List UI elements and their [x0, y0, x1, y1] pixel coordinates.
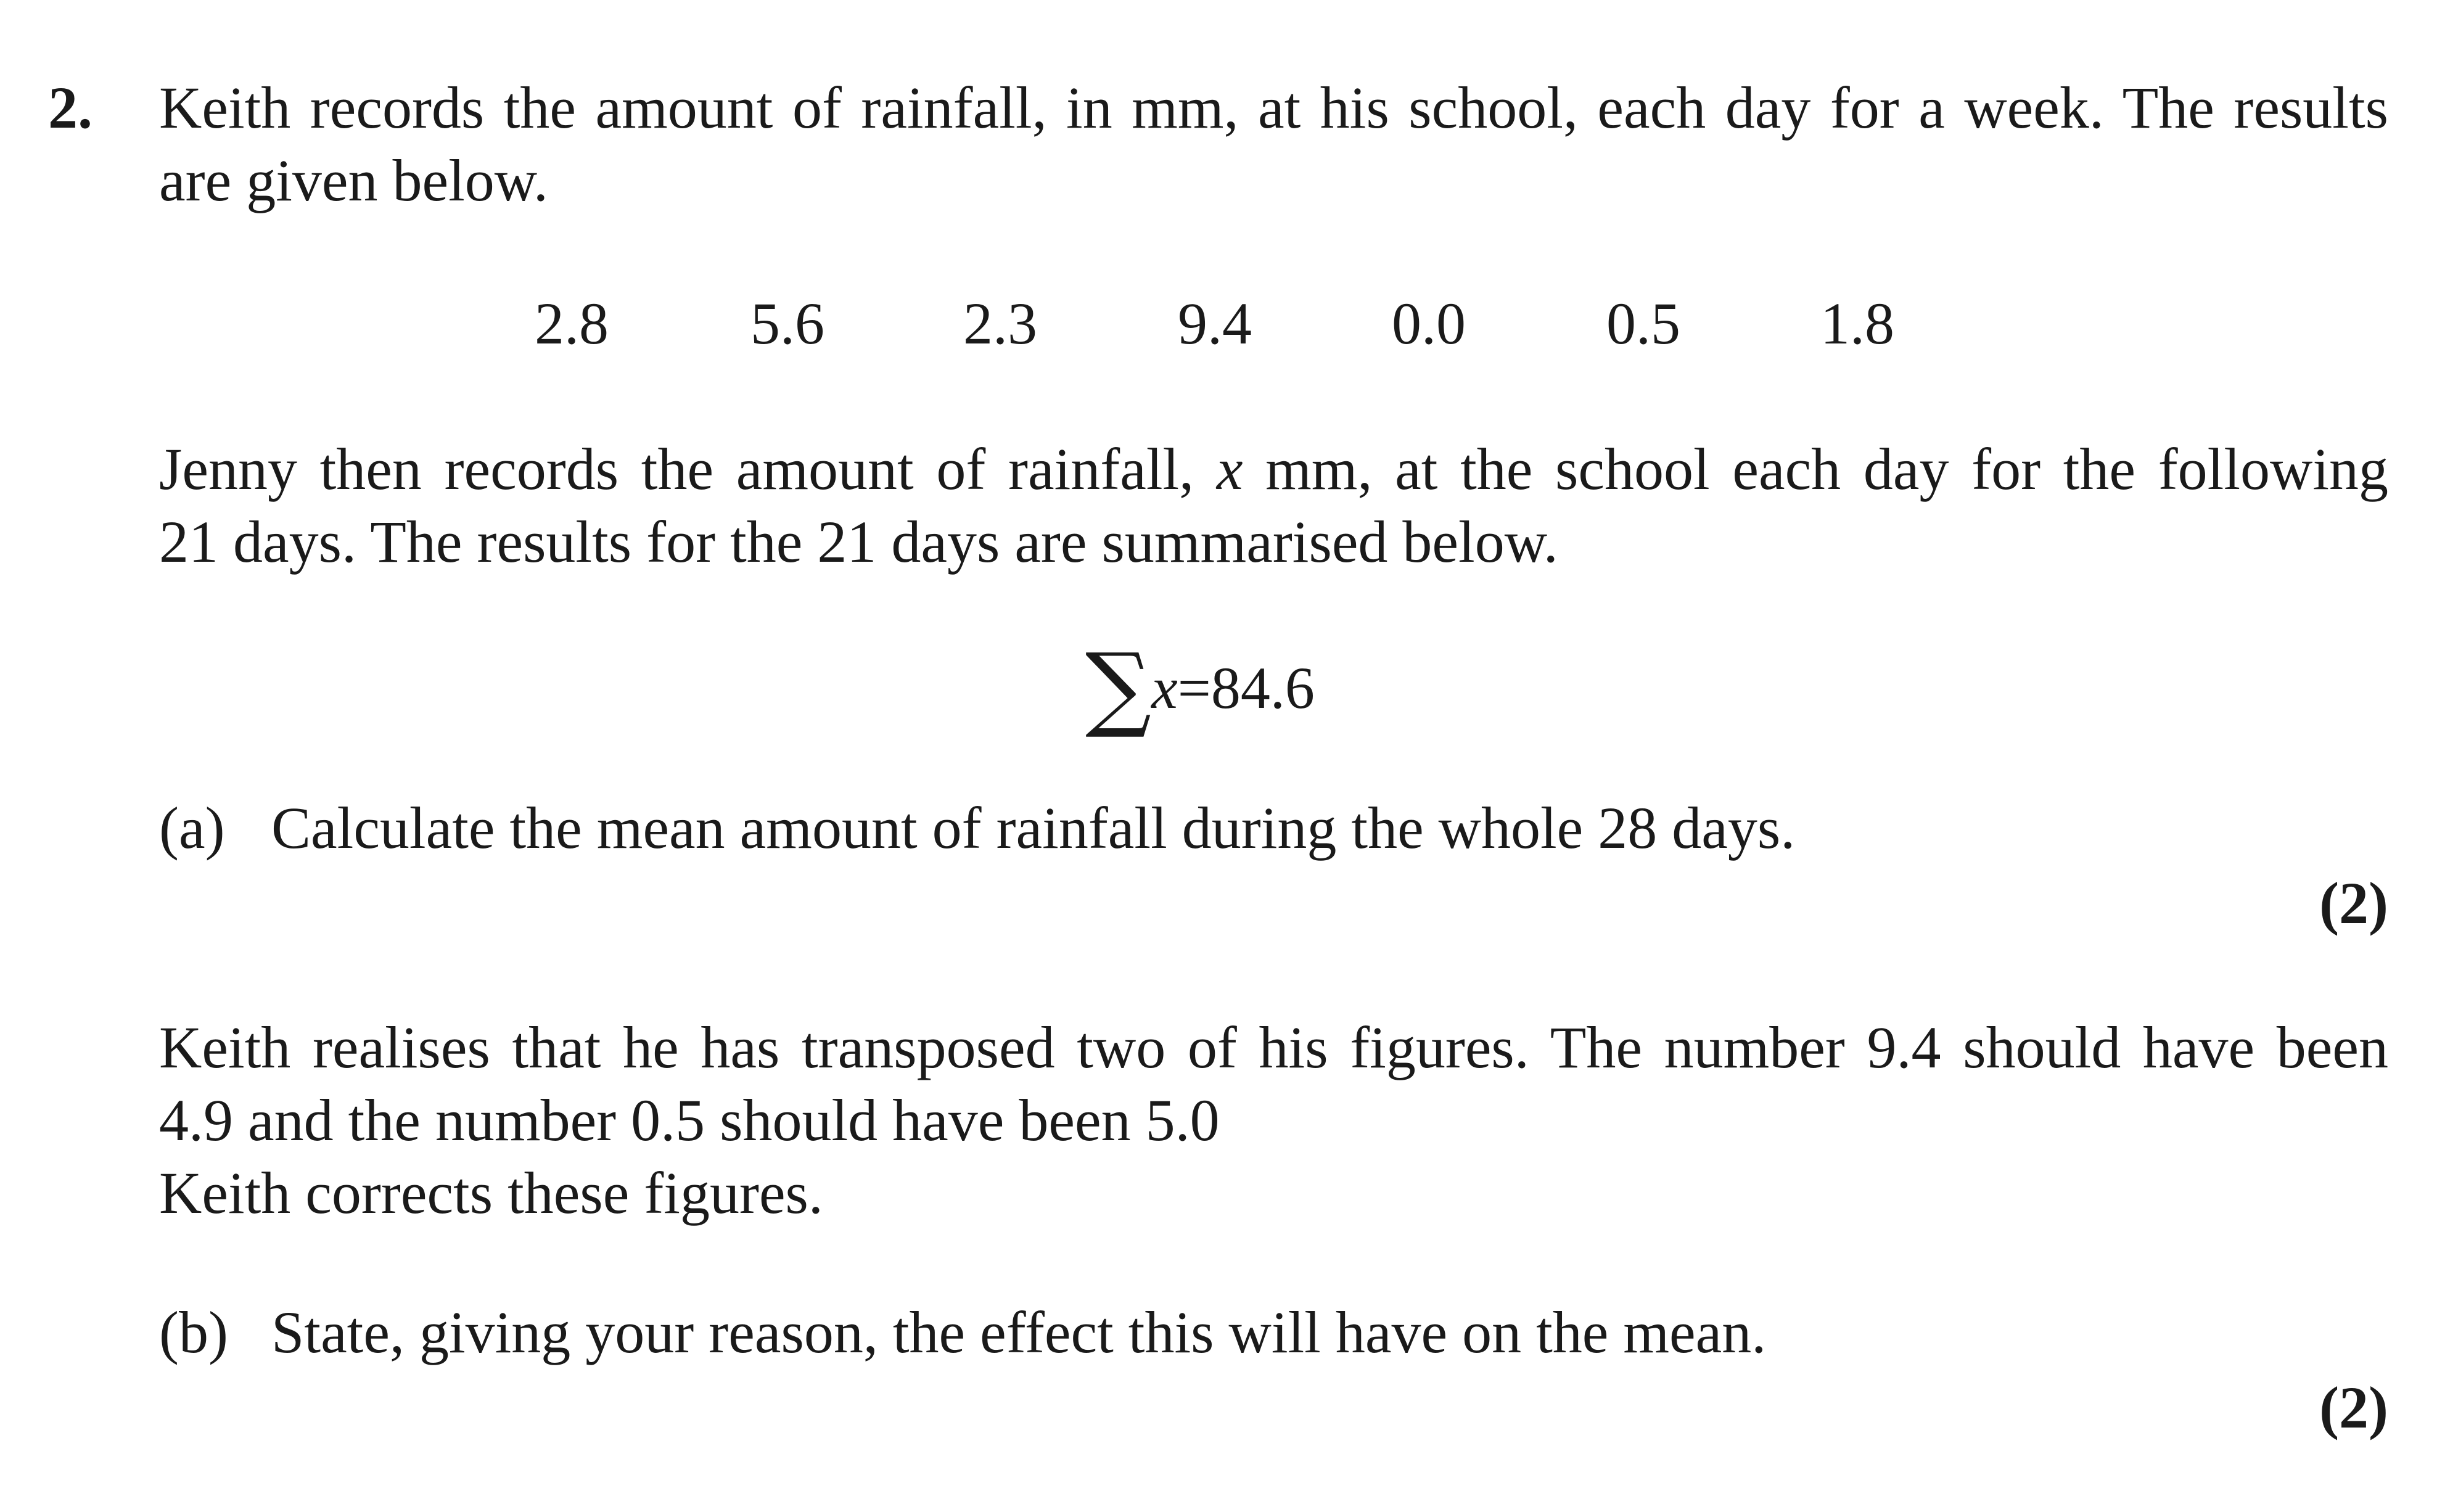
jenny-line-2: 21 days. The results for the 21 days are summarised below.: [159, 509, 1558, 575]
variable-x: x: [1216, 436, 1243, 502]
jenny-line-1: [159, 433, 2388, 506]
sigma-symbol: ∑: [1085, 634, 1152, 741]
part-b-label: (b): [159, 1299, 228, 1365]
part-a-text: Calculate the mean amount of rainfall during the whole 28 days.: [271, 795, 1796, 861]
rainfall-value: 5.6: [750, 290, 824, 356]
rainfall-value: 0.5: [1606, 290, 1680, 356]
part-a-label: (a): [159, 795, 225, 861]
summary-variable: x: [1151, 655, 1178, 721]
intro-paragraph: [159, 72, 2388, 217]
correction-line-2: 4.9 and the number 0.5 should have been 5.0: [159, 1087, 1220, 1153]
jenny-text-after-variable: mm, at the school each day for the following: [1243, 436, 2389, 502]
rainfall-value: 1.8: [1820, 290, 1894, 356]
correction-line-1: Keith realises that he has transposed two of his figures. The number 9.4 should have been: [159, 1014, 2388, 1080]
rainfall-value: 2.3: [963, 290, 1037, 356]
correction-paragraph: [159, 1011, 2388, 1230]
part-b-text: State, giving your reason, the effect this will have on the mean.: [271, 1299, 1767, 1365]
rainfall-value: 9.4: [1178, 290, 1252, 356]
rainfall-values: [0, 287, 2437, 360]
summary-statistic: [1085, 634, 1315, 741]
rainfall-value: 2.8: [535, 290, 609, 356]
correction-line-3: Keith corrects these figures.: [159, 1160, 823, 1226]
summary-equals: =: [1177, 655, 1211, 721]
rainfall-value: 0.0: [1392, 290, 1466, 356]
part-a-marks: (2): [2319, 870, 2388, 936]
part-b: [159, 1296, 1766, 1369]
intro-line-2: are given below.: [159, 147, 548, 213]
intro-line-1: Keith records the amount of rainfall, in mm, at his school, each day for a week. The results: [159, 75, 2388, 141]
question-number: 2.: [48, 75, 92, 141]
jenny-text-before-variable: Jenny then records the amount of rainfall,: [159, 436, 1217, 502]
part-a: [159, 792, 1795, 865]
summary-value: 84.6: [1210, 655, 1315, 721]
part-b-marks: (2): [2319, 1374, 2388, 1440]
jenny-paragraph: [159, 433, 2388, 578]
